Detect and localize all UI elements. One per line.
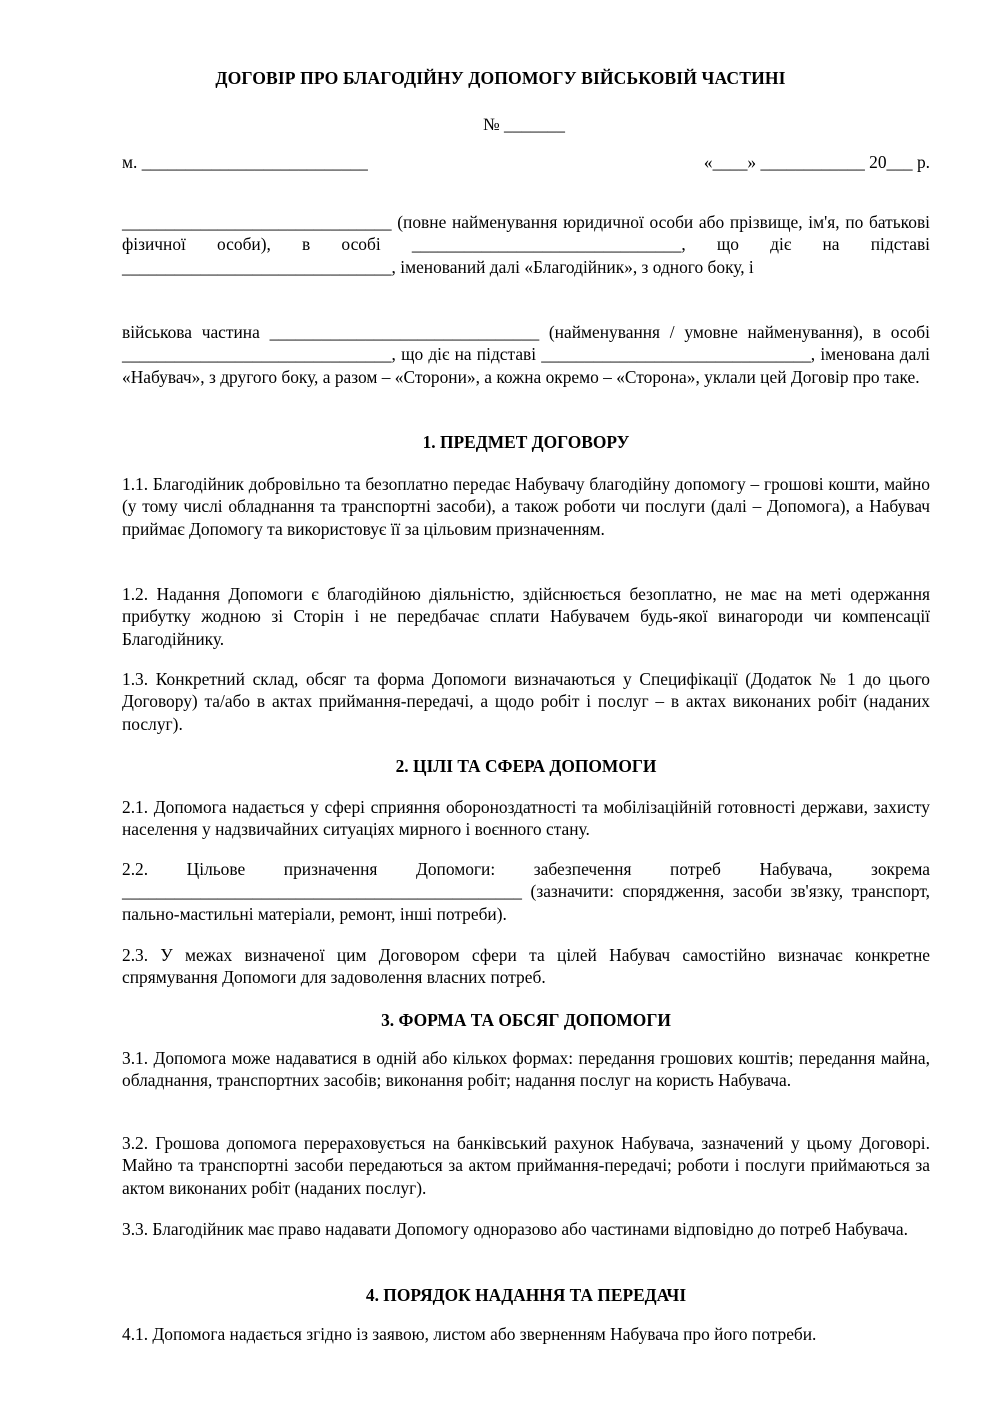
section-paragraph: 4.1. Допомога надається згідно із заявою, листом або зверненням Набувача про його потреби. (122, 1324, 817, 1344)
section-heading: 2. ЦІЛІ ТА СФЕРА ДОПОМОГИ (395, 756, 657, 776)
section-paragraph: 3.2. Грошова допомога перераховується на банківський рахунок Набувача, зазначений у цьому Договорі. Майно та транспортні засоби передаються за актом приймання-передачі; роботи і послуги приймаються за актом виконаних робіт (наданих послуг). (122, 1133, 930, 1198)
document-title: ДОГОВІР ПРО БЛАГОДІЙНУ ДОПОМОГУ ВІЙСЬКОВІЙ ЧАСТИНІ (215, 68, 786, 88)
section-paragraph: 1.3. Конкретний склад, обсяг та форма Допомоги визначаються у Специфікації (Додаток № 1 до цього Договору) та/або в актах приймання-передачі, а щодо робіт і послуг – в актах виконаних робіт (наданих послуг). (122, 669, 930, 734)
section-heading: 3. ФОРМА ТА ОБСЯГ ДОПОМОГИ (381, 1010, 671, 1030)
section-paragraph: 1.1. Благодійник добровільно та безоплатно передає Набувачу благодійну допомогу – грошові кошти, майно (у тому числі обладнання та транспортні засоби), а також роботи чи послуги (далі – Допомога), а Набувач приймає Допомогу та використовує її за цільовим призначенням. (122, 474, 930, 539)
section-paragraph: 3.3. Благодійник має право надавати Допомогу одноразово або частинами відповідно до потреб Набувача. (122, 1219, 908, 1239)
section-paragraph: 2.2. Цільове призначення Допомоги: забезпечення потреб Набувача, зокрема ______________________________________________ (зазначити: спорядження, засоби зв'язку, транспорт, пально-мастильні матеріали, ремонт, інші потреби). (122, 859, 930, 924)
city-line: м. __________________________ (122, 152, 368, 172)
section-paragraph: 2.1. Допомога надається у сфері сприяння обороноздатності та мобілізаційній готовності держави, захисту населення у надзвичайних ситуаціях мирного і воєнного стану. (122, 797, 930, 840)
section-heading: 4. ПОРЯДОК НАДАННЯ ТА ПЕРЕДАЧІ (365, 1285, 687, 1305)
date-line: «____» ____________ 20___ р. (703, 152, 930, 172)
contract-number: № _______ (483, 114, 565, 134)
section-paragraph: 1.2. Надання Допомоги є благодійною діяльністю, здійснюється безоплатно, не має на меті одержання прибутку жодною зі Сторін і не передбачає сплати Набувачем будь-якої винагороди чи компенсації Благодійнику. (122, 584, 930, 649)
section-paragraph: 3.1. Допомога може надаватися в одній або кількох формах: передання грошових коштів; передання майна, обладнання, транспортних засобів; виконання робіт; надання послуг на користь Набувача. (122, 1048, 930, 1091)
section-paragraph: 2.3. У межах визначеної цим Договором сфери та цілей Набувач самостійно визначає конкретне спрямування Допомоги для задоволення власних потреб. (122, 945, 930, 988)
intro-paragraph-benefactor: _______________________________ (повне найменування юридичної особи або прізвище, ім'я, по батькові фізичної особи), в особі _______________________________, що діє на підставі _______________________________, іменований далі «Благодійник», з одного боку, і (122, 212, 930, 277)
section-heading: 1. ПРЕДМЕТ ДОГОВОРУ (422, 432, 630, 452)
intro-paragraph-recipient: військова частина _______________________________ (найменування / умовне найменування), в особі _______________________________, що діє на підставі _______________________________, іменована далі «Набувач», з другого боку, а разом – «Сторони», а кожна окремо – «Сторона», уклали цей Договір про таке. (122, 322, 930, 387)
